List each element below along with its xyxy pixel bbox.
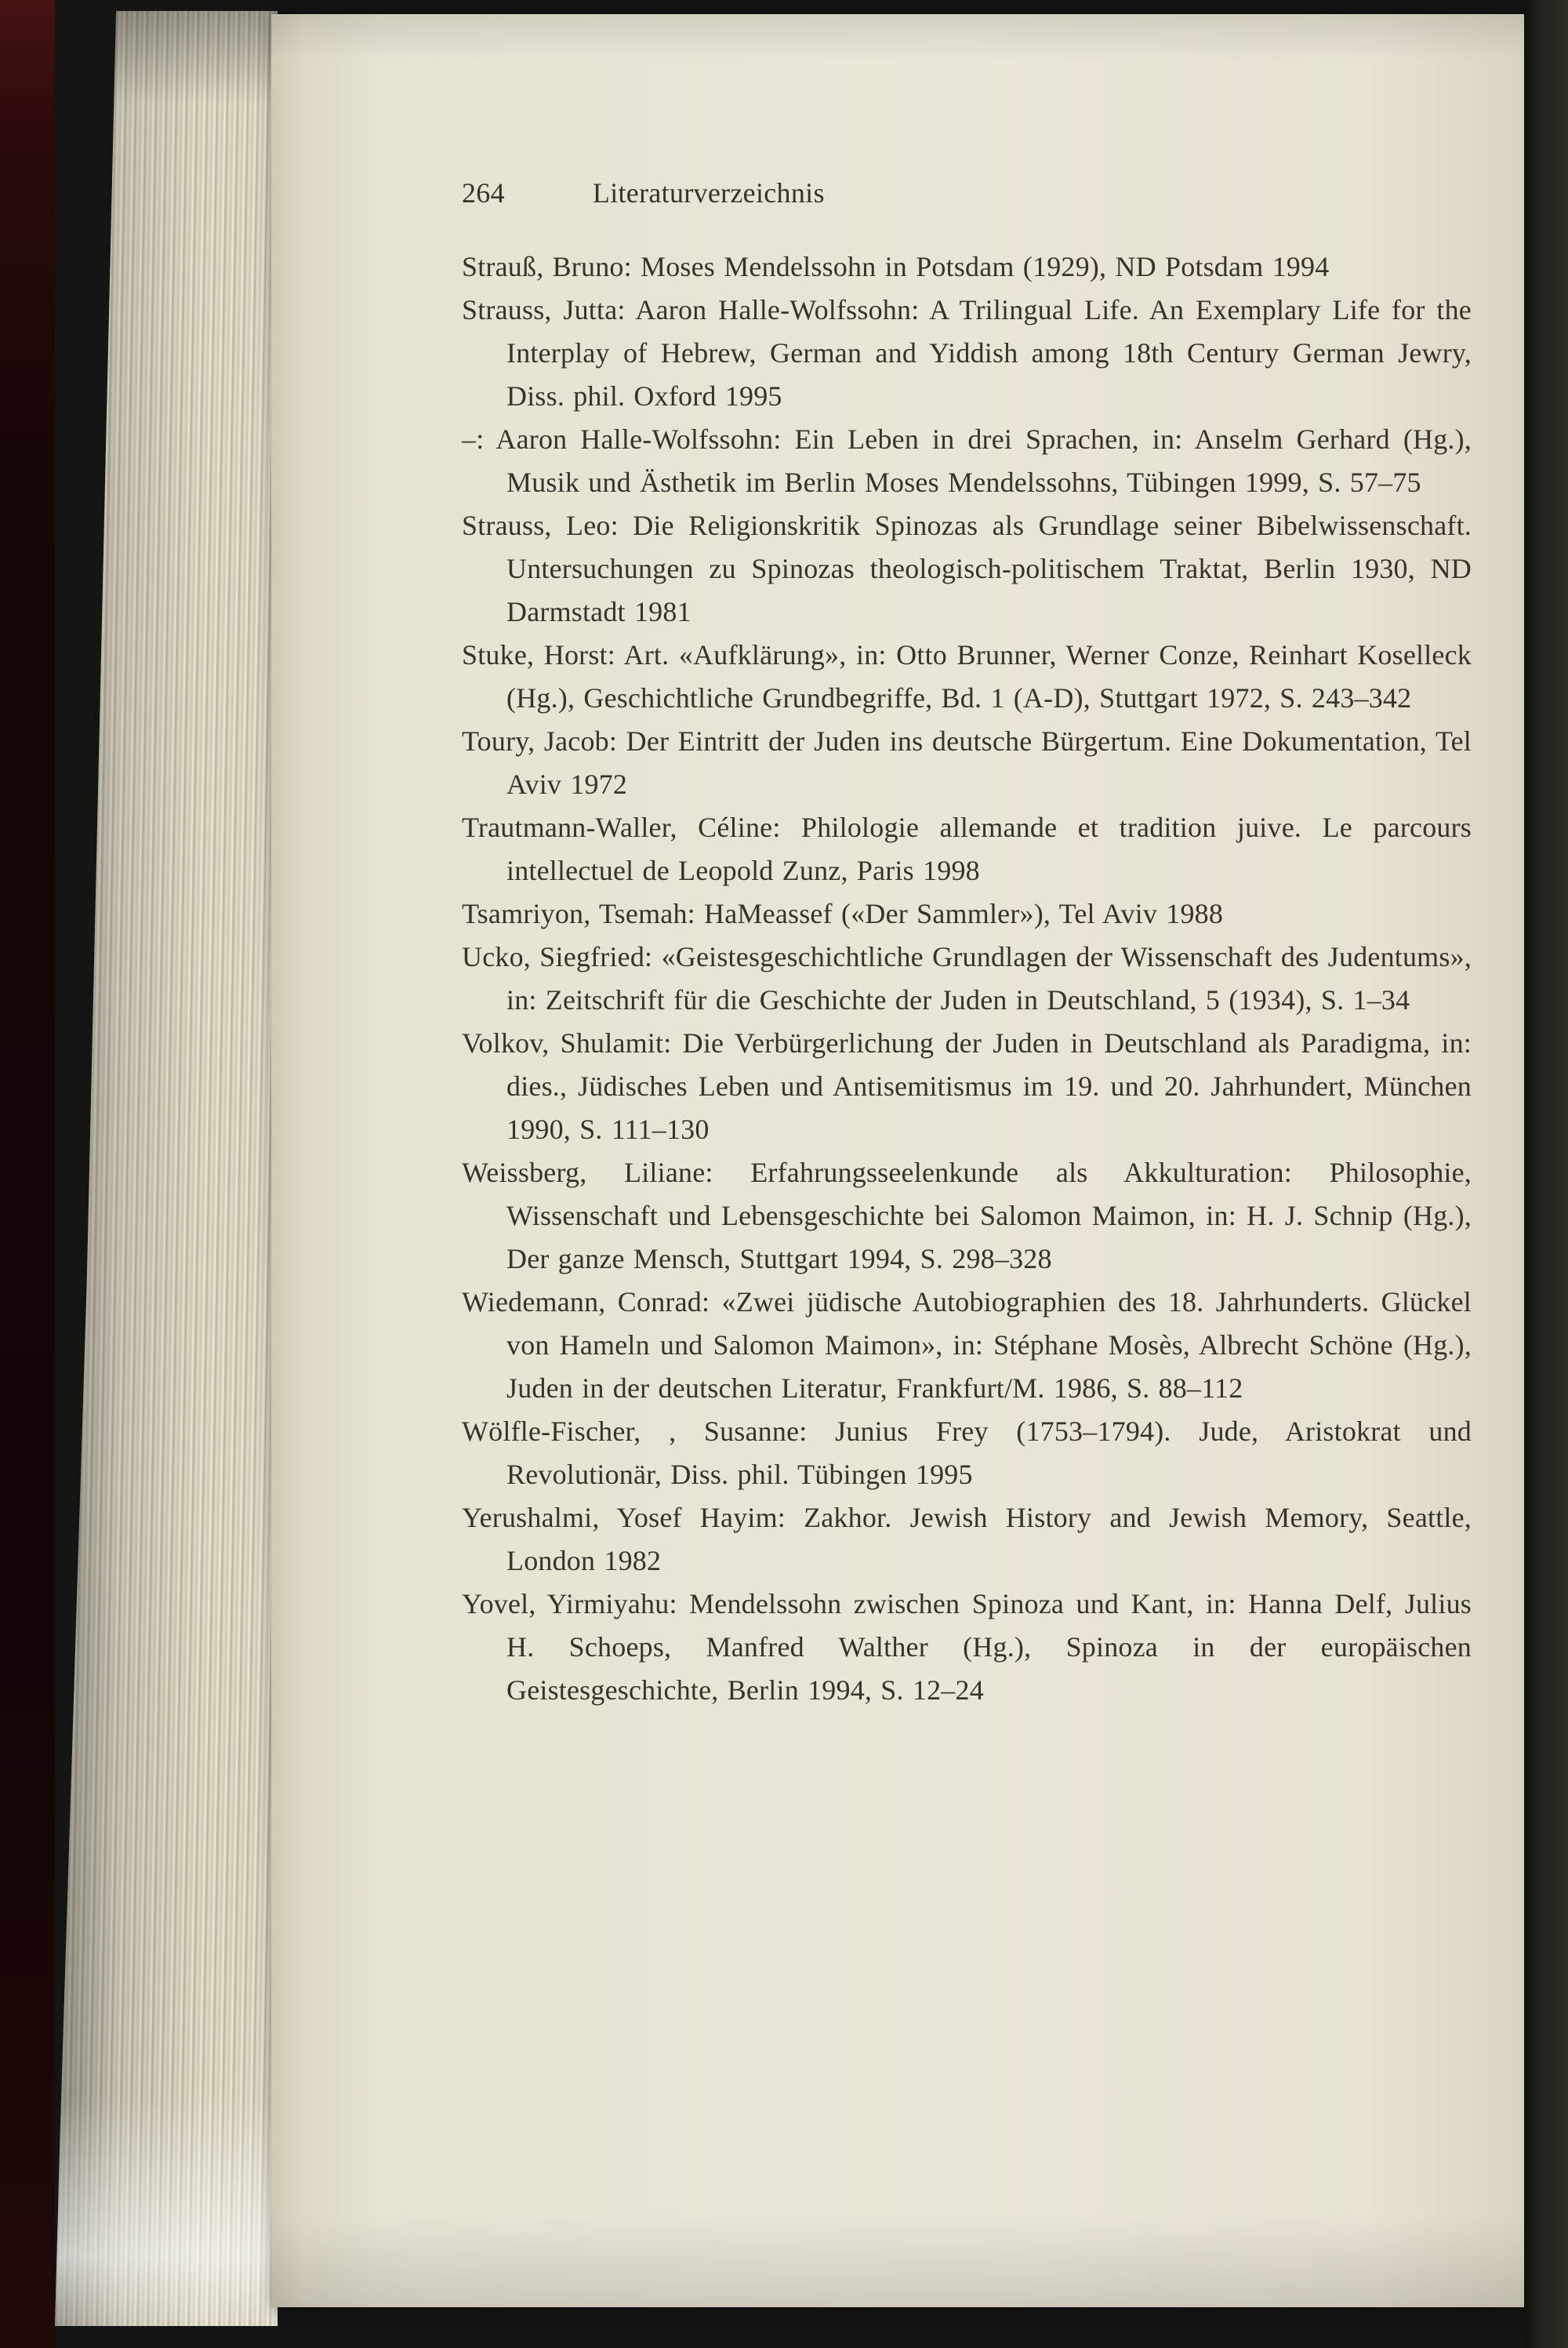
book-page	[271, 14, 1524, 2307]
bibliography-entry: Tsamriyon, Tsemah: HaMeassef («Der Sammler»), Tel Aviv 1988	[462, 898, 1224, 929]
photo-right-edge	[1524, 0, 1568, 2348]
bibliography-entry: Strauß, Bruno: Moses Mendelssohn in Potsdam (1929), ND Potsdam 1994	[462, 251, 1330, 282]
bibliography-entry: Wiedemann, Conrad: «Zwei jüdische Autobiographien des 18. Jahrhunderts. Glückel von Hameln und Salomon Maimon», in: Stéphane Mosès, Albrecht Schöne (Hg.), Juden in der deutschen Literatur, Frankfurt/M. 1986, S. 88–112	[462, 1286, 1472, 1404]
bibliography-entry: Ucko, Siegfried: «Geistesgeschichtliche Grundlagen der Wissenschaft des Judentums», in: Zeitschrift für die Geschichte der Juden in Deutschland, 5 (1934), S. 1–34	[462, 941, 1472, 1016]
bibliography-entry: Toury, Jacob: Der Eintritt der Juden ins deutsche Bürgertum. Eine Dokumentation, Tel Aviv 1972	[462, 725, 1472, 800]
book-page-stack	[33, 11, 278, 2326]
bibliography-entry: Trautmann-Waller, Céline: Philologie allemande et tradition juive. Le parcours intellectuel de Leopold Zunz, Paris 1998	[462, 812, 1472, 886]
bibliography-entry: Strauss, Leo: Die Religionskritik Spinozas als Grundlage seiner Bibelwissenschaft. Untersuchungen zu Spinozas theologisch-politischem Traktat, Berlin 1930, ND Darmstadt 1981	[462, 510, 1472, 627]
bibliography-entry: –: Aaron Halle-Wolfssohn: Ein Leben in drei Sprachen, in: Anselm Gerhard (Hg.), Musik und Ästhetik im Berlin Moses Mendelssohns, Tübingen 1999, S. 57–75	[462, 423, 1472, 498]
book-spine-edge	[0, 0, 55, 2348]
page-header	[462, 175, 1472, 211]
bibliography-entry: Yerushalmi, Yosef Hayim: Zakhor. Jewish History and Jewish Memory, Seattle, London 1982	[462, 1502, 1472, 1576]
bibliography-list	[462, 245, 1472, 1712]
bibliography-entry: Stuke, Horst: Art. «Aufklärung», in: Otto Brunner, Werner Conze, Reinhart Koselleck (Hg.), Geschichtliche Grundbegriffe, Bd. 1 (A-D), Stuttgart 1972, S. 243–342	[462, 639, 1472, 714]
bibliography-entry: Wölfle-Fischer, , Susanne: Junius Frey (1753–1794). Jude, Aristokrat und Revolutionär, Diss. phil. Tübingen 1995	[462, 1416, 1472, 1490]
bibliography-entry: Yovel, Yirmiyahu: Mendelssohn zwischen Spinoza und Kant, in: Hanna Delf, Julius H. Schoeps, Manfred Walther (Hg.), Spinoza in der europäischen Geistesgeschichte, Berlin 1994, S. 12–24	[462, 1588, 1472, 1706]
page-content	[271, 14, 1524, 1712]
bibliography-entry: Strauss, Jutta: Aaron Halle-Wolfssohn: A Trilingual Life. An Exemplary Life for the Interplay of Hebrew, German and Yiddish among 18th Century German Jewry, Diss. phil. Oxford 1995	[462, 294, 1472, 412]
bibliography-entry: Weissberg, Liliane: Erfahrungsseelenkunde als Akkulturation: Philosophie, Wissenschaft und Lebensgeschichte bei Salomon Maimon, in: H. J. Schnip (Hg.), Der ganze Mensch, Stuttgart 1994, S. 298–328	[462, 1157, 1472, 1274]
bibliography-entry: Volkov, Shulamit: Die Verbürgerlichung der Juden in Deutschland als Paradigma, in: dies., Jüdisches Leben und Antisemitismus im 19. und 20. Jahrhundert, München 1990, S. 111–130	[462, 1027, 1472, 1145]
running-head-title: Literaturverzeichnis	[592, 177, 825, 209]
page-number: 264	[462, 177, 505, 209]
